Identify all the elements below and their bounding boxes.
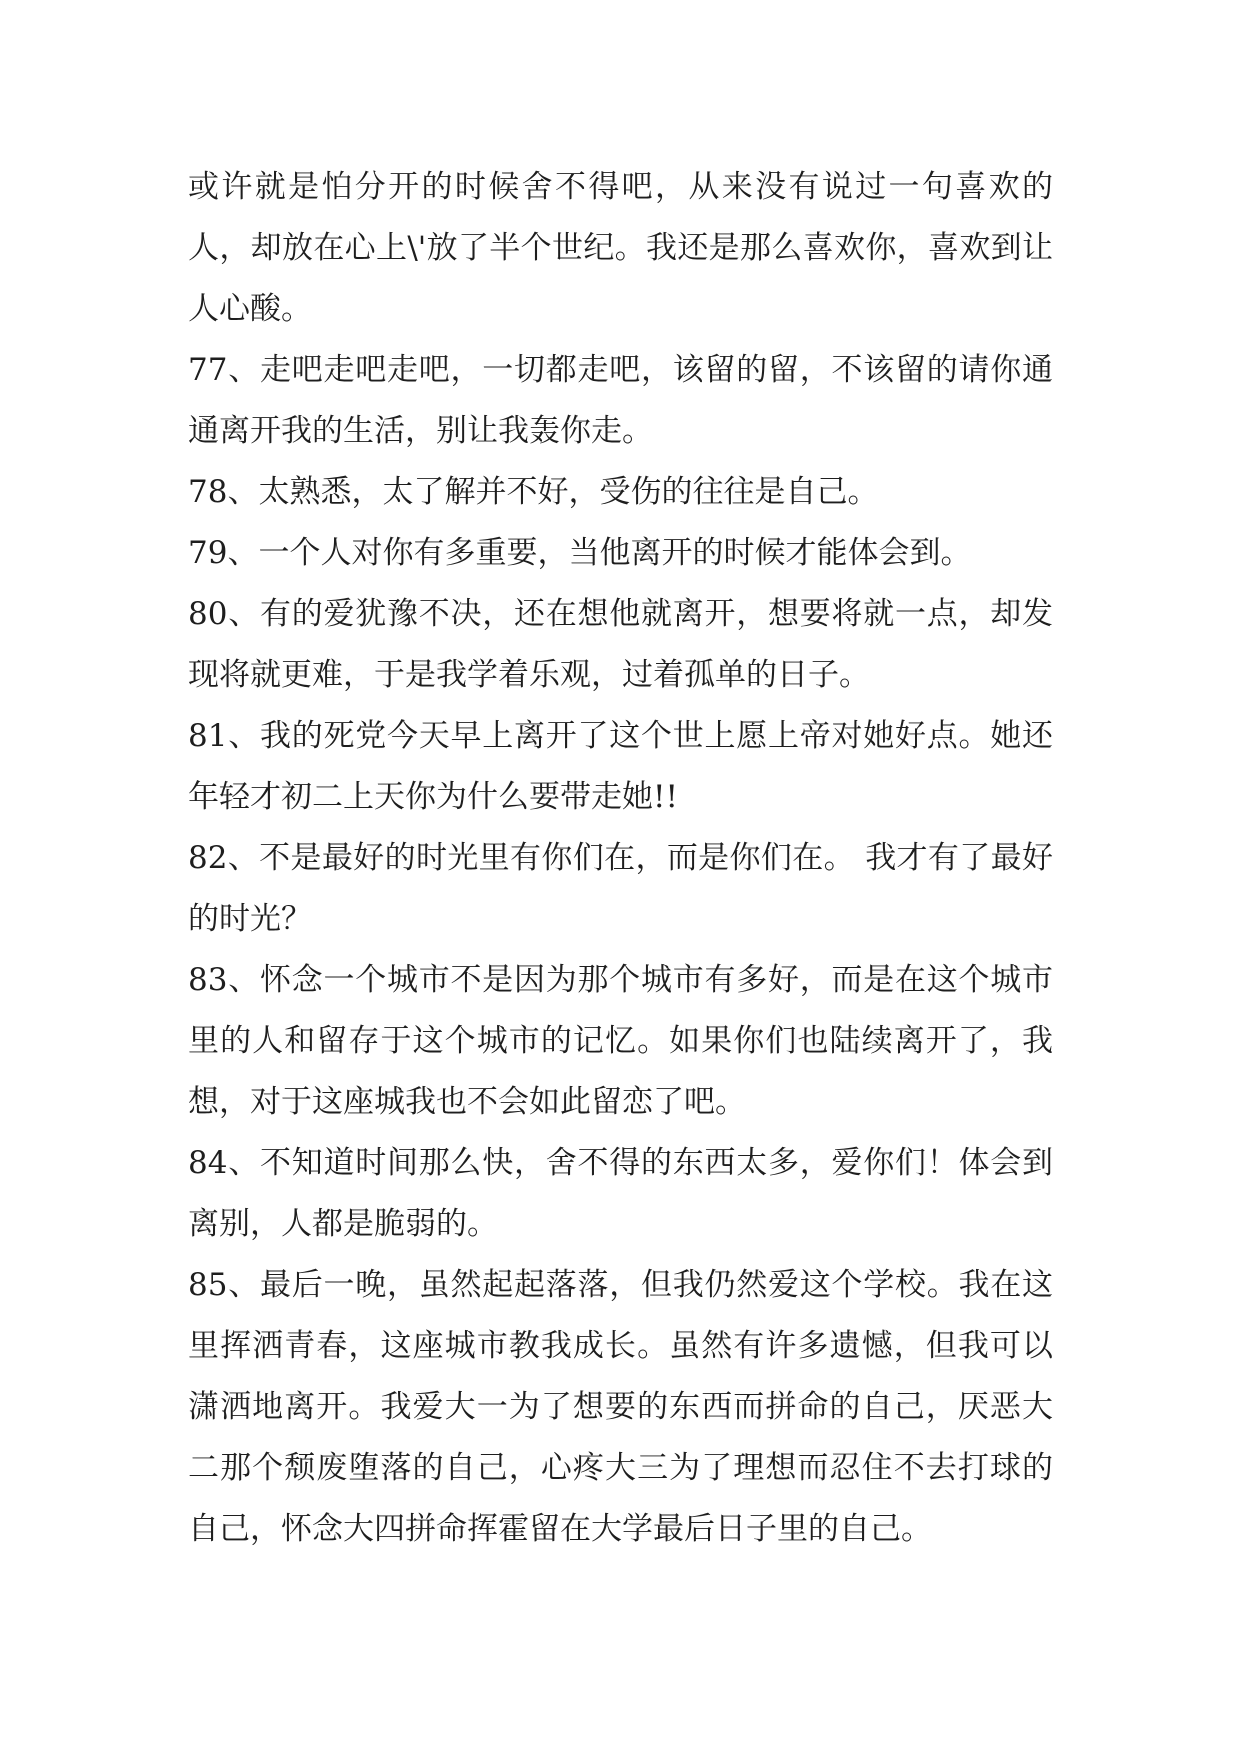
paragraph-77: 77、走吧走吧走吧，一切都走吧，该留的留，不该留的请你通通离开我的生活，别让我轰你走。 — [188, 352, 1053, 449]
paragraph-85: 85、最后一晚，虽然起起落落，但我仍然爱这个学校。我在这里挥洒青春，这座城市教我成长。虽然有许多遗憾，但我可以潇洒地离开。我爱大一为了想要的东西而拼命的自己，厌恶大二那个颓废堕落的自己，心疼大三为了理想而忍住不去打球的自己，怀念大四拼命挥霍留在大学最后日子里的自己。 — [188, 1267, 1053, 1547]
paragraph-81: 81、我的死党今天早上离开了这个世上愿上帝对她好点。她还年轻才初二上天你为什么要带走她!! — [188, 718, 1053, 815]
paragraph-79: 79、一个人对你有多重要，当他离开的时候才能体会到。 — [188, 535, 972, 571]
paragraph-82: 82、不是最好的时光里有你们在，而是你们在。 我才有了最好的时光？ — [188, 840, 1053, 937]
paragraph-83: 83、怀念一个城市不是因为那个城市有多好，而是在这个城市里的人和留存于这个城市的记忆。如果你们也陆续离开了，我想，对于这座城我也不会如此留恋了吧。 — [188, 962, 1053, 1120]
paragraph-84: 84、不知道时间那么快，舍不得的东西太多，爱你们！体会到离别，人都是脆弱的。 — [188, 1145, 1053, 1242]
paragraph-78: 78、太熟悉，太了解并不好，受伤的往往是自己。 — [188, 474, 879, 510]
paragraph-80: 80、有的爱犹豫不决，还在想他就离开，想要将就一点，却发现将就更难，于是我学着乐观，过着孤单的日子。 — [188, 596, 1053, 693]
paragraph-intro: 或许就是怕分开的时候舍不得吧，从来没有说过一句喜欢的人，却放在心上\'放了半个世纪。我还是那么喜欢你，喜欢到让人心酸。 — [188, 169, 1053, 327]
document-body — [188, 157, 1053, 1560]
